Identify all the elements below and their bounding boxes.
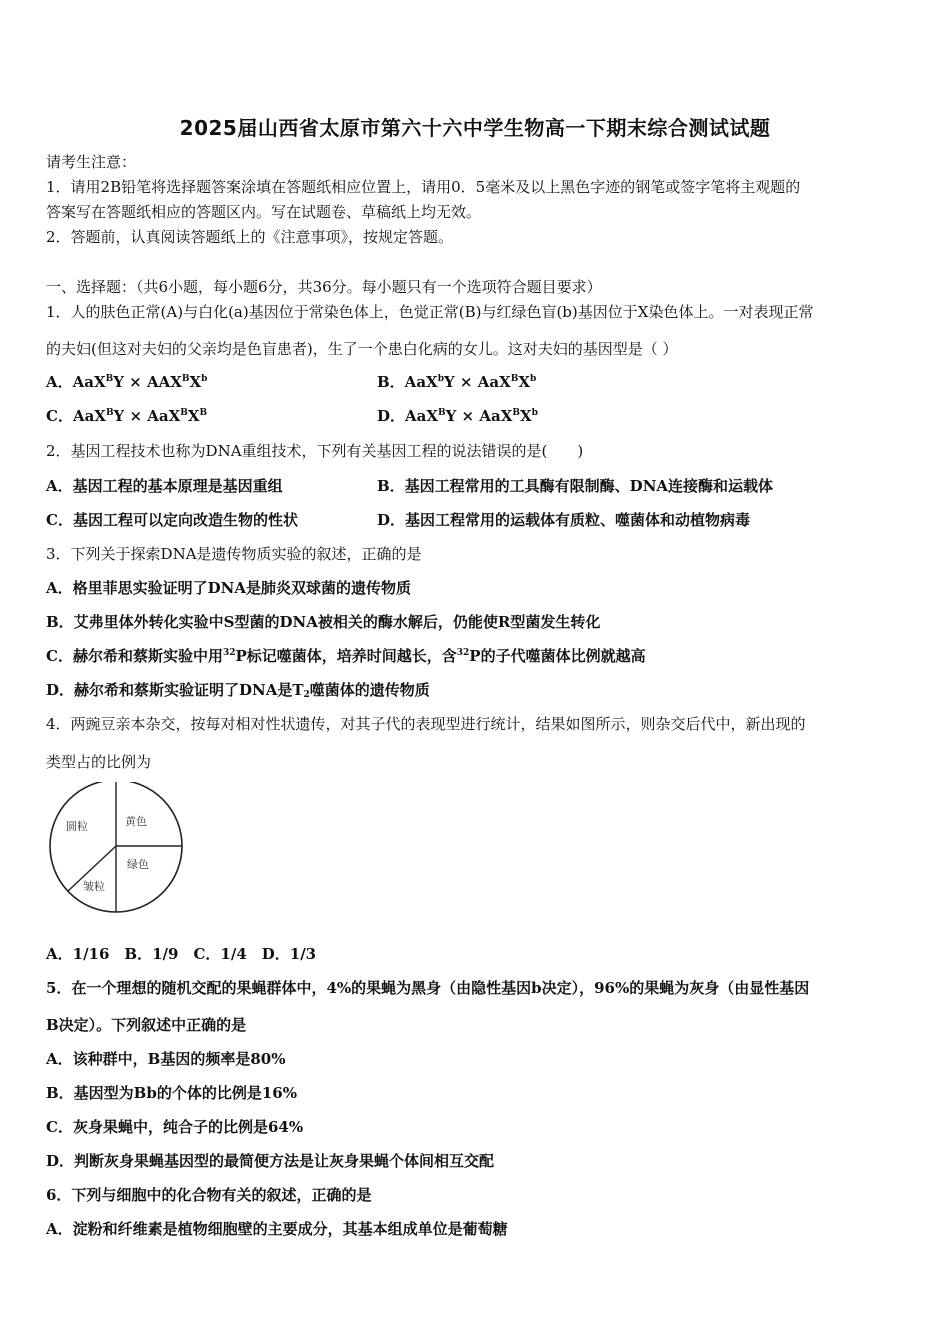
q3-option-b: B．艾弗里体外转化实验中S型菌的DNA被相关的酶水解后，仍能使R型菌发生转化	[46, 613, 601, 631]
q1-option-c: C．$AaX^BY \times AaX^BX^B$	[46, 407, 208, 425]
notice-item-2: 2．答题前，认真阅读答题纸上的《注意事项》，按规定答题。	[46, 228, 454, 246]
q3-option-c: C．赫尔希和蔡斯实验中用$^{32}$P标记噬菌体，培养时间越长，含$^{32}$P的子代噬菌体比例就越高	[46, 647, 646, 665]
q1-option-d: D．$AaX^BY \times AaX^BX^b$	[377, 407, 538, 425]
q5-stem-line-2: B决定）。下列叙述中正确的是	[46, 1016, 247, 1034]
q5-option-a: A．该种群中，B基因的频率是80%	[46, 1050, 286, 1068]
notice-item-1-line-2: 答案写在答题纸相应的答题区内。写在试题卷、草稿纸上均无效。	[46, 203, 482, 221]
pie-label-yellow: 黄色	[125, 815, 147, 828]
q3-option-d: D．赫尔希和蔡斯实验证明了DNA是$T_2$噬菌体的遗传物质	[46, 681, 430, 700]
q2-option-c: C．基因工程可以定向改造生物的性状	[46, 511, 298, 529]
q3-option-a: A．格里菲思实验证明了DNA是肺炎双球菌的遗传物质	[46, 579, 411, 597]
pie-label-wrinkled: 皱粒	[83, 880, 105, 893]
q3-stem: 3．下列关于探索DNA是遗传物质实验的叙述，正确的是	[46, 545, 422, 563]
q5-option-b: B．基因型为Bb的个体的比例是16%	[46, 1084, 297, 1102]
pie-label-green: 绿色	[127, 858, 149, 871]
q6-option-a: A．淀粉和纤维素是植物细胞壁的主要成分，其基本组成单位是葡萄糖	[46, 1220, 508, 1238]
q1-stem-line-1: 1．人的肤色正常(A)与白化(a)基因位于常染色体上，色觉正常(B)与红绿色盲(b)基因位于X染色体上。一对表现正常	[46, 303, 814, 321]
q4-options: A．1/16 B．1/9 C．1/4 D．1/3	[46, 945, 317, 963]
q5-option-d: D．判断灰身果蝇基因型的最简便方法是让灰身果蝇个体间相互交配	[46, 1152, 495, 1170]
q1-stem-line-2: 的夫妇(但这对夫妇的父亲均是色盲患者)，生了一个患白化病的女儿。这对夫妇的基因型是（ ）	[46, 340, 678, 358]
q2-option-b: B．基因工程常用的工具酶有限制酶、DNA连接酶和运载体	[377, 477, 774, 495]
q6-stem: 6．下列与细胞中的化合物有关的叙述，正确的是	[46, 1186, 372, 1204]
q2-option-d: D．基因工程常用的运载体有质粒、噬菌体和动植物病毒	[377, 511, 751, 529]
notice-heading: 请考生注意：	[46, 153, 137, 171]
notice-item-1-line-1: 1．请用2B铅笔将选择题答案涂填在答题纸相应位置上，请用0．5毫米及以上黑色字迹的钢笔或签字笔将主观题的	[46, 178, 801, 196]
q1-option-b: B．$AaX^bY \times AaX^BX^b$	[377, 373, 537, 391]
section-heading: 一、选择题：（共6小题，每小题6分，共36分。每小题只有一个选项符合题目要求）	[46, 278, 602, 296]
q4-stem-line-2: 类型占的比例为	[46, 753, 152, 771]
phenotype-pie-chart	[44, 782, 194, 917]
q2-stem: 2．基因工程技术也称为DNA重组技术，下列有关基因工程的说法错误的是( )	[46, 442, 584, 460]
q5-option-c: C．灰身果蝇中，纯合子的比例是64%	[46, 1118, 304, 1136]
q5-stem-line-1: 5．在一个理想的随机交配的果蝇群体中，4%的果蝇为黑身（由隐性基因b决定），96%的果蝇为灰身（由显性基因	[46, 979, 810, 997]
page-title: 2025届山西省太原市第六十六中学生物高一下期末综合测试试题	[179, 116, 771, 140]
q4-stem-line-1: 4．两豌豆亲本杂交，按每对相对性状遗传，对其子代的表现型进行统计，结果如图所示，则杂交后代中，新出现的	[46, 715, 806, 733]
q2-option-a: A．基因工程的基本原理是基因重组	[46, 477, 283, 495]
pie-label-round: 圆粒	[66, 820, 88, 833]
q1-option-a: A．$AaX^BY \times AAX^BX^b$	[46, 373, 208, 391]
